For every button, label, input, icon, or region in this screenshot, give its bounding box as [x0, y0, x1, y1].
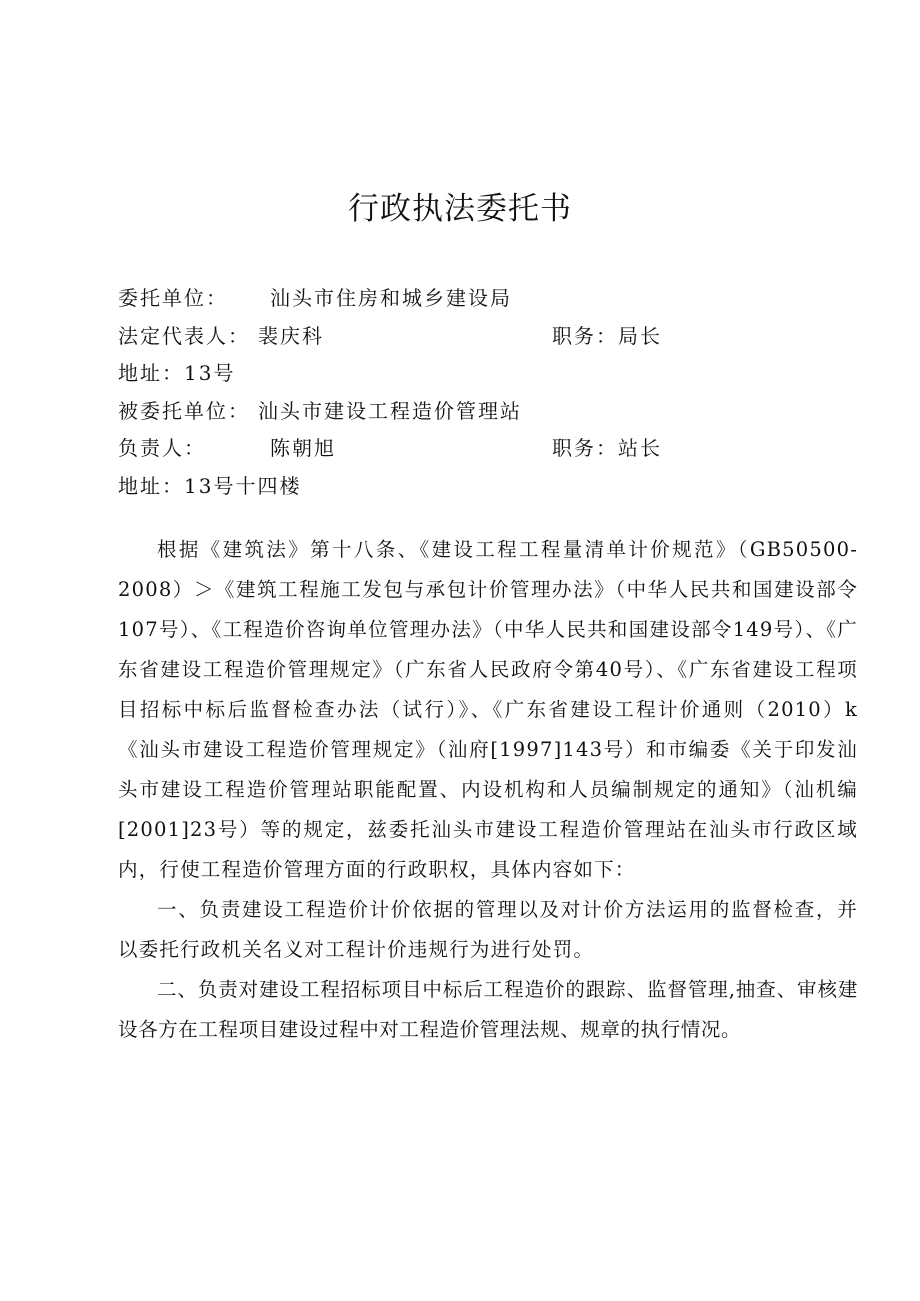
legal-rep-row — [118, 318, 858, 356]
agent-head-value: 陈朝旭 — [270, 436, 336, 460]
document-body — [118, 530, 858, 1050]
body-paragraph-item-2: 二、负责对建设工程招标项目中标后工程造价的跟踪、监督管理,抽查、审核建设各方在工程项目建设过程中对工程造价管理法规、规章的执行情况。 — [118, 978, 858, 1041]
document-title: 行政执法委托书 — [348, 191, 572, 227]
agent-head-position: 职务：站长 — [552, 436, 662, 460]
principal-value: 汕头市住房和城乡建设局 — [270, 286, 512, 310]
agent-label: 被委托单位： — [118, 398, 250, 423]
principal-address: 地址：13号 — [118, 361, 236, 385]
body-paragraph-item-1: 一、负责建设工程造价计价依据的管理以及对计价方法运用的监督检查，并以委托行政机关名义对工程计价违规行为进行处罚。 — [118, 898, 858, 961]
party-info — [118, 280, 858, 505]
body-paragraph-basis: 根据《建筑法》第十八条、《建设工程工程量清单计价规范》（GB50500-2008）＞《建筑工程施工发包与承包计价管理办法》（中华人民共和国建设部令107号）、《工程造价咨询单位管理办法》（中华人民共和国建设部令149号）、《广东省建设工程造价管理规定》（广东省人民政府令第40号）、《广东省建设工程项目招标中标后监督检查办法（试行）》、《广东省建设工程计价通则（2010）k《汕头市建设工程造价管理规定》（汕府[1997]143号）和市编委《关于印发汕头市建设工程造价管理站职能配置、内设机构和人员编制规定的通知》（汕机编[2001]23号）等的规定，兹委托汕头市建设工程造价管理站在汕头市行政区域内，行使工程造价管理方面的行政职权，具体内容如下： — [118, 538, 858, 881]
agent-address: 地址：13号十四楼 — [118, 473, 302, 498]
agent-head-row — [118, 430, 858, 468]
agent-head-label: 负责人： — [118, 436, 206, 460]
agent-address-row — [118, 468, 858, 506]
principal-row — [118, 280, 858, 318]
principal-label: 委托单位： — [118, 286, 228, 310]
principal-address-row — [118, 355, 858, 393]
agent-value: 汕头市建设工程造价管理站 — [258, 398, 522, 423]
agent-row — [118, 393, 858, 431]
legal-rep-position: 职务：局长 — [552, 323, 662, 348]
legal-rep-value: 裴庆科 — [258, 323, 324, 348]
legal-rep-label: 法定代表人： — [118, 323, 250, 348]
